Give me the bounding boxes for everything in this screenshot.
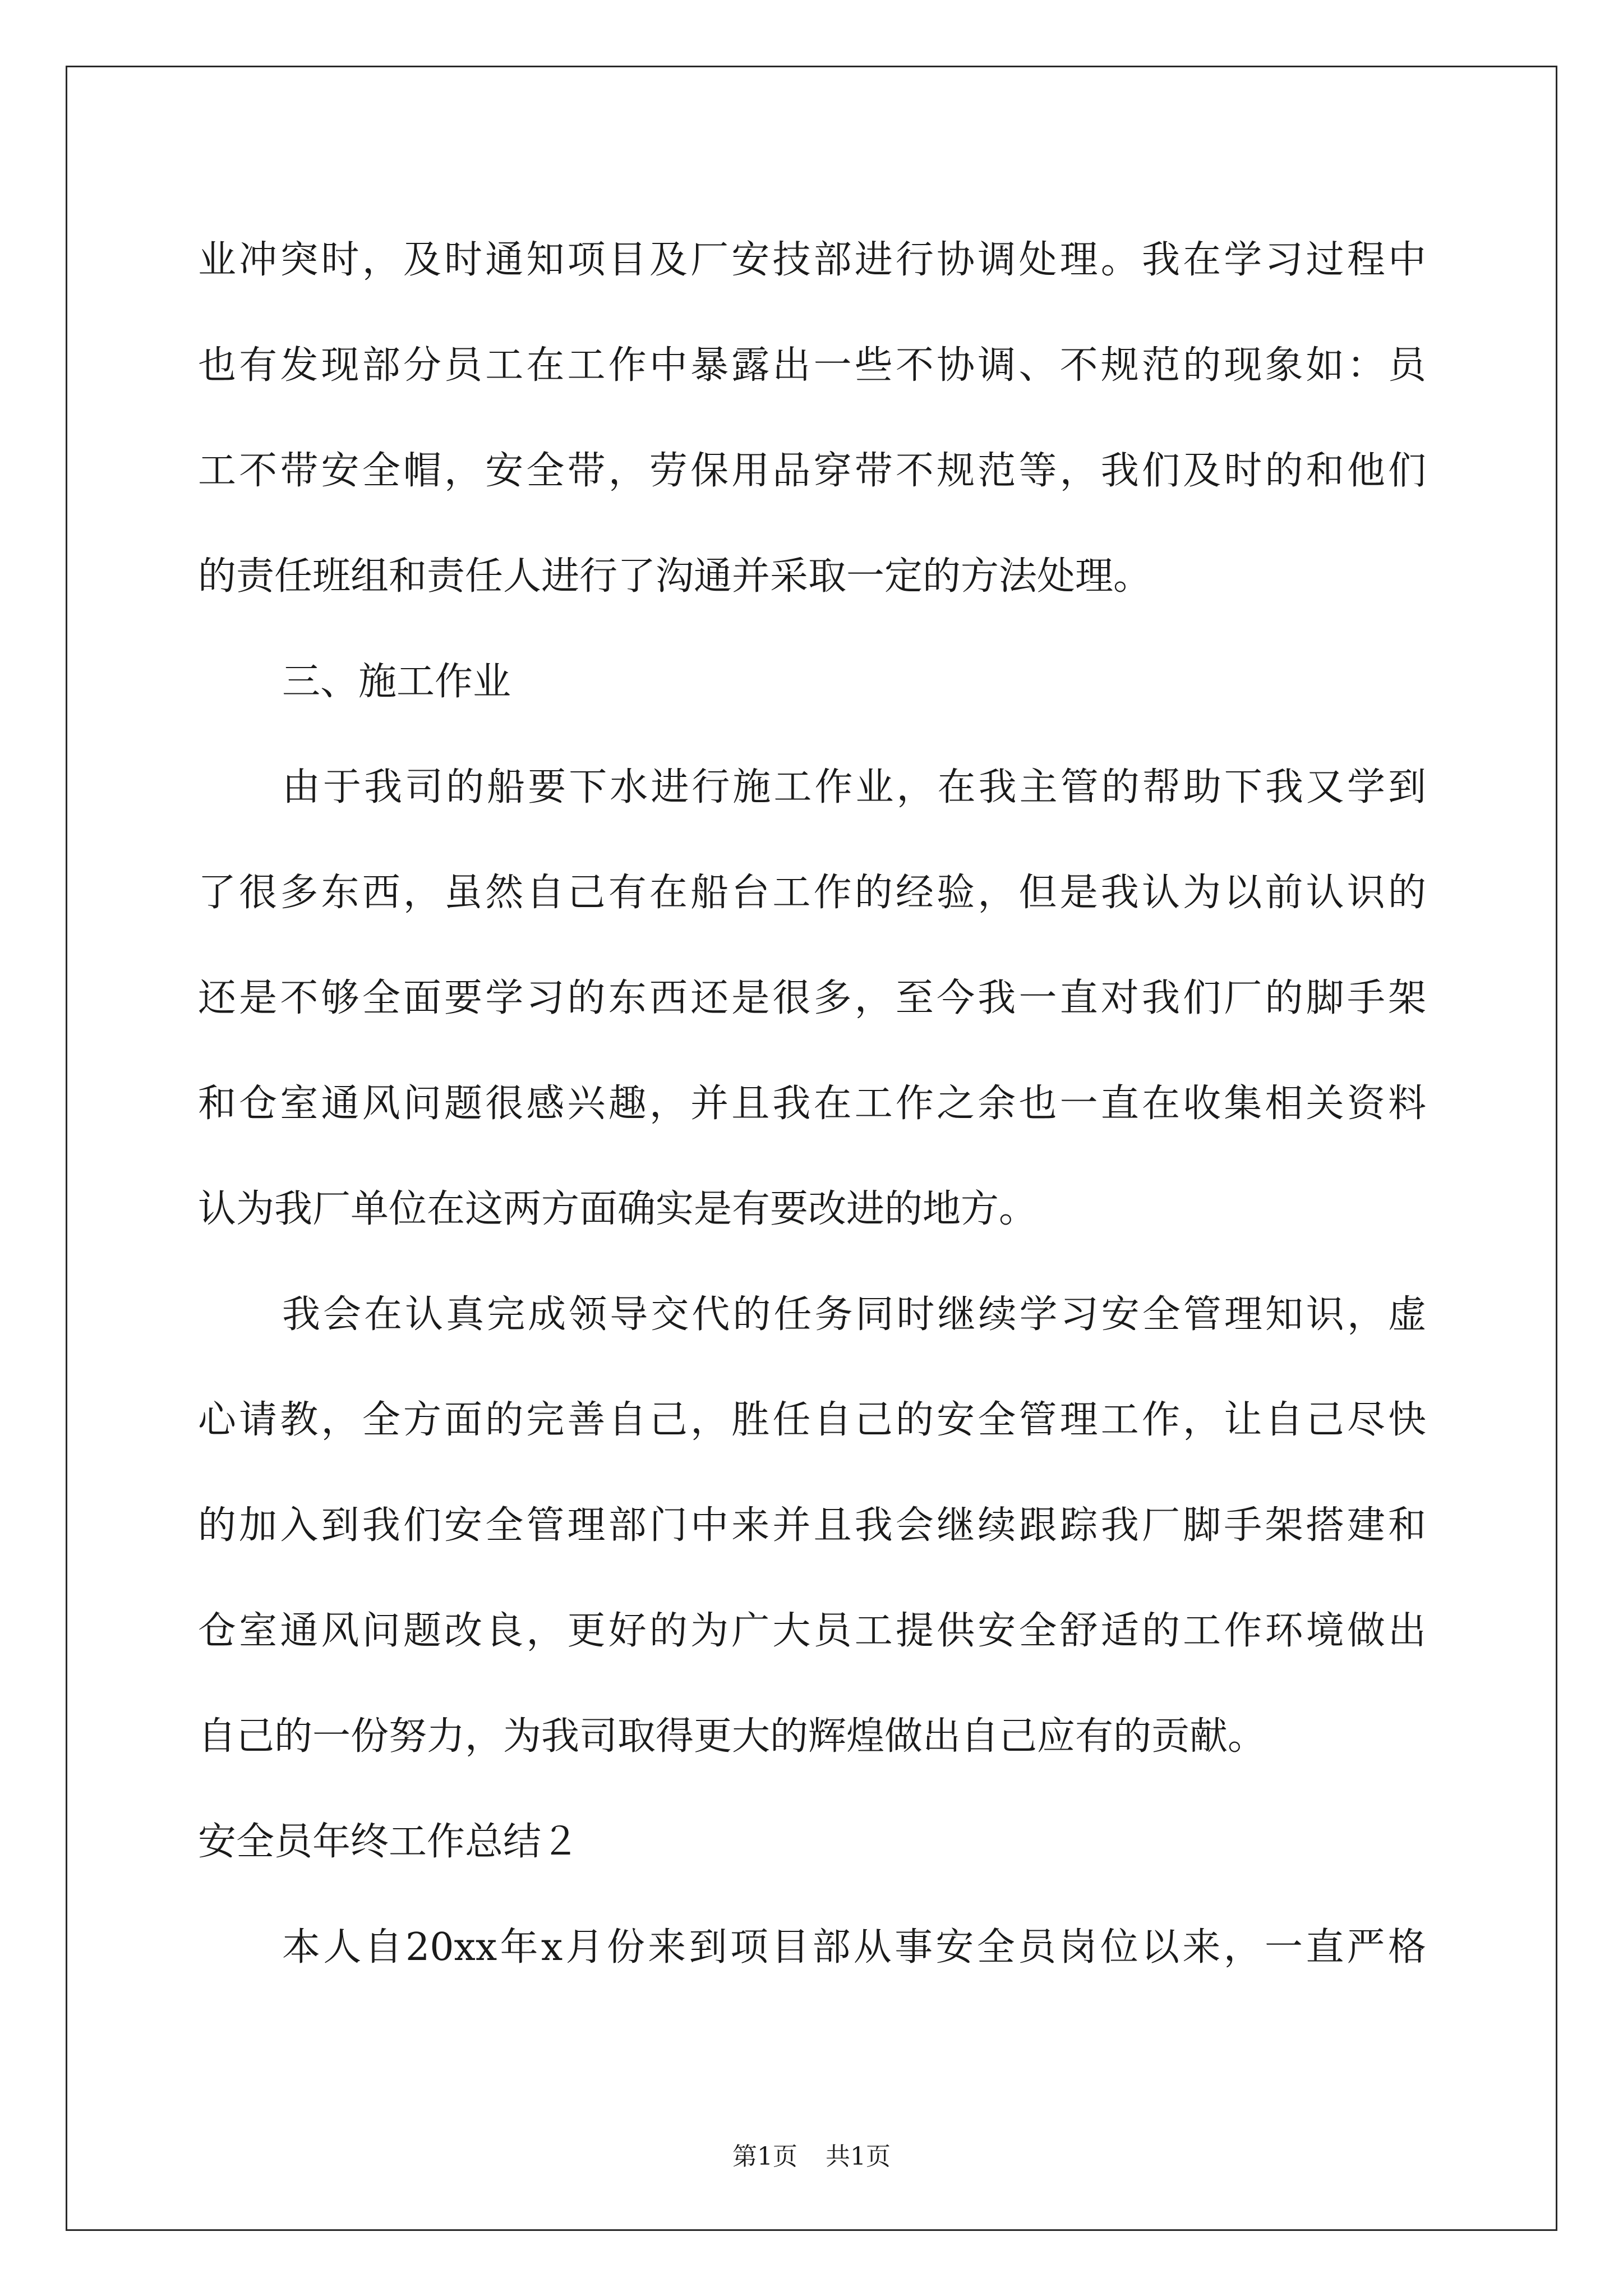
paragraph-line: 的责任班组和责任人进行了沟通并采取一定的方法处理。	[198, 554, 1152, 599]
document-body	[198, 208, 1426, 2000]
paragraph-line: 认为我厂单位在这两方面确实是有要改进的地方。	[198, 1187, 1038, 1231]
paragraph-line: 自己的一份努力，为我司取得更大的辉煌做出自己应有的贡献。	[198, 1714, 1266, 1759]
paragraph-line: 工不带安全帽，安全带，劳保用品穿带不规范等，我们及时的和他们	[198, 449, 1426, 493]
paragraph-line: 本人自20xx年x月份来到项目部从事安全员岗位以来，一直严格	[282, 1925, 1426, 1970]
paragraph-line: 心请教，全方面的完善自己，胜任自己的安全管理工作，让自己尽快	[198, 1398, 1426, 1442]
paragraph-line: 也有发现部分员工在工作中暴露出一些不协调、不规范的现象如：员	[198, 343, 1426, 388]
page-number: 第1页	[732, 2142, 797, 2171]
paragraph-line: 了很多东西，虽然自己有在船台工作的经验，但是我认为以前认识的	[198, 871, 1426, 915]
paragraph-line: 业冲突时，及时通知项目及厂安技部进行协调处理。我在学习过程中	[198, 238, 1426, 282]
document-title: 安全员年终工作总结２	[198, 1820, 580, 1864]
paragraph-line: 还是不够全面要学习的东西还是很多，至今我一直对我们厂的脚手架	[198, 976, 1426, 1020]
page-total: 共1页	[826, 2142, 891, 2171]
paragraph-line: 我会在认真完成领导交代的任务同时继续学习安全管理知识，虚	[282, 1292, 1426, 1337]
paragraph-line: 和仓室通风问题很感兴趣，并且我在工作之余也一直在收集相关资料	[198, 1082, 1426, 1126]
paragraph-line: 的加入到我们安全管理部门中来并且我会继续跟踪我厂脚手架搭建和	[198, 1503, 1426, 1548]
section-heading: 三、施工作业	[282, 660, 511, 704]
paragraph-line: 由于我司的船要下水进行施工作业，在我主管的帮助下我又学到	[282, 765, 1426, 809]
page-footer	[0, 2140, 1623, 2174]
paragraph-line: 仓室通风问题改良，更好的为广大员工提供安全舒适的工作环境做出	[198, 1609, 1426, 1653]
